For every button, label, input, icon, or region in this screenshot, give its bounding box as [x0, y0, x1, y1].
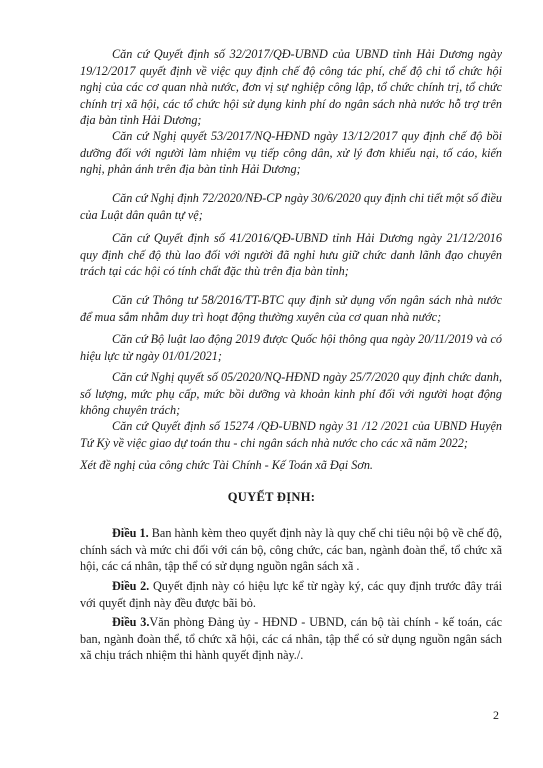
preamble-paragraph-2: Căn cứ Nghị quyết 53/2017/NQ-HĐND ngày 13/12/2017 quy định chế độ bồi dưỡng đối với người làm nhiệm vụ tiếp công dân, xử lý đơn khiếu nại, tố cáo, kiến nghị, phản ánh trên địa bàn tỉnh Hải Dương;: [80, 129, 502, 176]
article-1: [80, 525, 502, 575]
preamble-paragraph-3: Căn cứ Nghị định 72/2020/NĐ-CP ngày 30/6/2020 quy định chi tiết một số điều của Luật dân quân tự vệ;: [80, 191, 502, 222]
preamble-paragraph-9: Xét đề nghị của công chức Tài Chính - Kế Toán xã Đại Sơn.: [80, 458, 373, 472]
preamble-paragraph-4: Căn cứ Quyết định số 41/2016/QĐ-UBND tỉnh Hải Dương ngày 21/12/2016 quy định chế độ thù lao đối với người đã nghỉ hưu giữ chức danh lãnh đạo chuyên trách tại các hội có tính chất đặc thù trên địa bàn tỉnh;: [80, 231, 502, 278]
article-1-text: Ban hành kèm theo quyết định này là quy chế chi tiêu nội bộ về chế độ, chính sách và mức chi đối với cán bộ, công chức, các ban, ngành đoàn thể, tổ chức xã hội, các cá nhân, tập thể có sử dụng nguồn ngân sách xã .: [80, 526, 503, 573]
article-3: [80, 614, 502, 664]
preamble-paragraph-8: Căn cứ Quyết định số 15274 /QĐ-UBND ngày 31 /12 /2021 của UBND Huyện Tứ Kỳ về việc giao dự toán thu - chi ngân sách nhà nước cho các xã năm 2022;: [80, 419, 502, 450]
article-3-text: Văn phòng Đảng ủy - HĐND - UBND, cán bộ tài chính - kế toán, các ban, ngành đoàn thể, tổ chức xã hội, các cá nhân, tập thể có sử dụng nguồn ngân sách xã chịu trách nhiệm thi hành quyết định này./.: [80, 615, 503, 662]
page-number: 2: [493, 708, 499, 722]
preamble-paragraph-7: Căn cứ Nghị quyết số 05/2020/NQ-HĐND ngày 25/7/2020 quy định chức danh, số lượng, mức phụ cấp, mức bồi dưỡng và khoản kinh phí đối với người hoạt động không chuyên trách;: [80, 370, 502, 417]
article-2-text: Quyết định này có hiệu lực kể từ ngày ký, các quy định trước đây trái với quyết định này đều được bãi bỏ.: [80, 579, 502, 610]
article-2-label: Điều 2.: [112, 579, 150, 593]
article-1-label: Điều 1.: [112, 526, 149, 540]
article-2: [80, 578, 502, 611]
preamble-paragraph-1: Căn cứ Quyết định số 32/2017/QĐ-UBND của UBND tỉnh Hải Dương ngày 19/12/2017 quyết định về việc quy định chế độ công tác phí, chế độ chi tổ chức hội nghị của các cơ quan nhà nước, đơn vị sự nghiệp công lập, tổ chức chính trị, tổ chức chính trị xã hội, các tổ chức hội sử dụng kinh phí do ngân sách nhà nước hỗ trợ trên địa bàn tỉnh Hải Dương;: [80, 47, 502, 127]
article-3-label: Điều 3.: [112, 615, 150, 629]
preamble-paragraph-6: Căn cứ Bộ luật lao động 2019 được Quốc hội thông qua ngày 20/11/2019 và có hiệu lực từ ngày 01/01/2021;: [80, 332, 502, 363]
preamble-paragraph-5: Căn cứ Thông tư 58/2016/TT-BTC quy định sử dụng vốn ngân sách nhà nước để mua sắm nhằm duy trì hoạt động thường xuyên của cơ quan nhà nước;: [80, 293, 502, 324]
decision-heading: QUYẾT ĐỊNH:: [227, 490, 316, 504]
